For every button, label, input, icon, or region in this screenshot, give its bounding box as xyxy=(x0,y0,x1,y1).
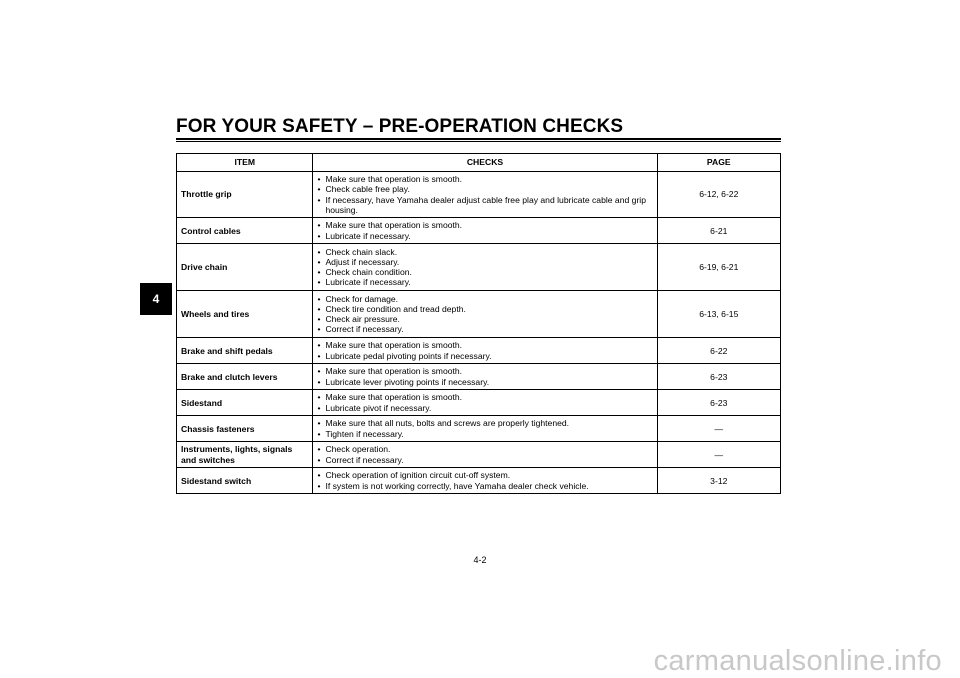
title-rule-thin xyxy=(176,141,781,142)
row-item: Wheels and tires xyxy=(177,291,313,338)
check-item: • Make sure that operation is smooth. xyxy=(317,220,652,230)
row-item: Sidestand xyxy=(177,390,313,416)
row-item: Brake and clutch levers xyxy=(177,364,313,390)
row-checks xyxy=(313,416,657,442)
checks-list xyxy=(317,418,652,439)
row-item: Sidestand switch xyxy=(177,468,313,494)
row-checks xyxy=(313,244,657,291)
row-checks xyxy=(313,364,657,390)
row-page-ref: 3-12 xyxy=(657,468,780,494)
row-checks xyxy=(313,468,657,494)
check-item: • Correct if necessary. xyxy=(317,324,652,334)
check-item: • Make sure that operation is smooth. xyxy=(317,392,652,402)
header-checks: CHECKS xyxy=(313,154,657,172)
row-item: Throttle grip xyxy=(177,172,313,218)
check-item: • If necessary, have Yamaha dealer adjust cable free play and lubricate cable and grip housing. xyxy=(317,195,652,216)
row-page-ref: 6-22 xyxy=(657,338,780,364)
row-checks xyxy=(313,390,657,416)
page-title: FOR YOUR SAFETY – PRE-OPERATION CHECKS xyxy=(176,116,624,137)
checks-list xyxy=(317,174,652,215)
check-item: • Make sure that operation is smooth. xyxy=(317,174,652,184)
checks-list xyxy=(317,294,652,335)
header-page: PAGE xyxy=(657,154,780,172)
table-header-row xyxy=(177,154,781,172)
title-rule-thick xyxy=(176,138,781,140)
row-page-ref: 6-19, 6-21 xyxy=(657,244,780,291)
table-row xyxy=(177,338,781,364)
table-row xyxy=(177,468,781,494)
row-page-ref: — xyxy=(657,442,780,468)
table-row xyxy=(177,442,781,468)
table-row xyxy=(177,218,781,244)
check-item: • Tighten if necessary. xyxy=(317,429,652,439)
chapter-tab: 4 xyxy=(140,283,172,315)
check-item: • Check operation of ignition circuit cut-off system. xyxy=(317,470,652,480)
row-page-ref: 6-12, 6-22 xyxy=(657,172,780,218)
row-checks xyxy=(313,291,657,338)
checks-list xyxy=(317,366,652,387)
header-item: ITEM xyxy=(177,154,313,172)
check-item: • Make sure that operation is smooth. xyxy=(317,340,652,350)
page-number: 4-2 xyxy=(473,555,487,565)
checks-list xyxy=(317,340,652,361)
row-page-ref: — xyxy=(657,416,780,442)
row-item: Control cables xyxy=(177,218,313,244)
check-item: • Lubricate pedal pivoting points if necessary. xyxy=(317,351,652,361)
check-item: • Check operation. xyxy=(317,444,652,454)
check-item: • Make sure that operation is smooth. xyxy=(317,366,652,376)
row-page-ref: 6-21 xyxy=(657,218,780,244)
watermark: carmanualsonline.info xyxy=(653,645,942,677)
check-item: • Correct if necessary. xyxy=(317,455,652,465)
checks-list xyxy=(317,470,652,491)
pre-operation-checks-table xyxy=(176,153,781,494)
table-row xyxy=(177,364,781,390)
row-checks xyxy=(313,218,657,244)
check-item: • Lubricate if necessary. xyxy=(317,277,652,287)
row-page-ref: 6-23 xyxy=(657,390,780,416)
table-row xyxy=(177,172,781,218)
row-item: Chassis fasteners xyxy=(177,416,313,442)
check-item: • Check cable free play. xyxy=(317,184,652,194)
row-checks xyxy=(313,338,657,364)
check-item: • Lubricate lever pivoting points if necessary. xyxy=(317,377,652,387)
check-item: • If system is not working correctly, have Yamaha dealer check vehicle. xyxy=(317,481,652,491)
check-item: • Check chain slack. xyxy=(317,247,652,257)
check-item: • Check chain condition. xyxy=(317,267,652,277)
check-item: • Lubricate pivot if necessary. xyxy=(317,403,652,413)
check-item: • Check for damage. xyxy=(317,294,652,304)
row-item: Drive chain xyxy=(177,244,313,291)
row-page-ref: 6-13, 6-15 xyxy=(657,291,780,338)
row-checks xyxy=(313,442,657,468)
checks-list xyxy=(317,220,652,241)
row-item: Brake and shift pedals xyxy=(177,338,313,364)
checks-list xyxy=(317,247,652,288)
row-checks xyxy=(313,172,657,218)
check-item: • Adjust if necessary. xyxy=(317,257,652,267)
check-item: • Make sure that all nuts, bolts and screws are properly tightened. xyxy=(317,418,652,428)
table-body xyxy=(177,172,781,494)
check-item: • Check tire condition and tread depth. xyxy=(317,304,652,314)
checks-list xyxy=(317,444,652,465)
table-row xyxy=(177,291,781,338)
table-row xyxy=(177,416,781,442)
check-item: • Check air pressure. xyxy=(317,314,652,324)
table-row xyxy=(177,390,781,416)
check-item: • Lubricate if necessary. xyxy=(317,231,652,241)
checks-list xyxy=(317,392,652,413)
row-page-ref: 6-23 xyxy=(657,364,780,390)
table-row xyxy=(177,244,781,291)
row-item: Instruments, lights, signals and switches xyxy=(177,442,313,468)
